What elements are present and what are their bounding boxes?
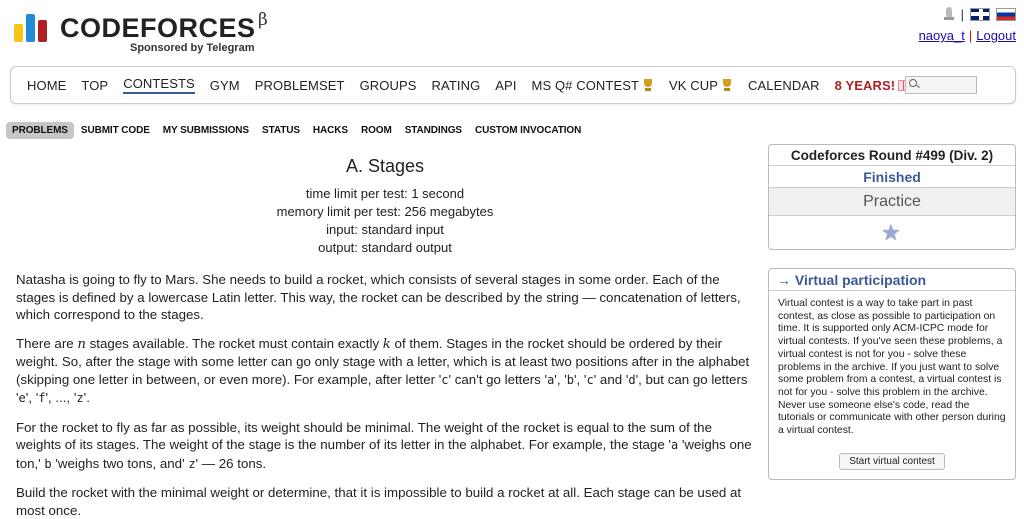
statement-paragraph-4: Build the rocket with the minimal weight or determine, that it is impossible to build a rocket at all. Each stage can be used at most once.	[16, 485, 742, 518]
math-var-k: k	[382, 336, 391, 352]
cup-icon	[721, 79, 733, 92]
menu-item-api[interactable]: API	[495, 77, 517, 93]
site-header	[0, 0, 1024, 62]
practice-label: Practice	[769, 188, 1015, 216]
virtual-participation-title: → Virtual participation	[769, 269, 1015, 291]
menu-item-label: MS Q# CONTEST	[531, 77, 640, 93]
menu-item-groups[interactable]: GROUPS	[359, 77, 417, 93]
russia-flag-icon[interactable]	[996, 8, 1016, 21]
contest-submenu	[6, 121, 588, 139]
start-virtual-contest-button[interactable]: Start virtual contest	[839, 453, 945, 470]
cup-icon	[642, 79, 654, 92]
tab-room[interactable]: ROOM	[360, 124, 392, 136]
time-limit: time limit per test: 1 second	[305, 186, 465, 201]
problem-title: A. Stages	[345, 156, 425, 176]
lamp-icon[interactable]	[943, 7, 955, 21]
virtual-participation-box	[768, 268, 1016, 480]
user-area	[886, 6, 1016, 46]
star-icon[interactable]: ★	[881, 220, 901, 245]
logo-bars-icon	[14, 14, 54, 42]
menu-item-top[interactable]: TOP	[81, 77, 109, 93]
menu-item-label: 8 YEARS!	[834, 77, 896, 93]
tab-custom-invocation[interactable]: CUSTOM INVOCATION	[474, 124, 582, 136]
input-spec: input: standard input	[326, 222, 444, 237]
memory-limit: memory limit per test: 256 megabytes	[276, 204, 494, 219]
main-menu	[10, 66, 1016, 104]
favourite-area	[769, 216, 1015, 249]
search-icon	[909, 79, 919, 89]
menu-item-vk-cup[interactable]	[669, 78, 733, 93]
virtual-participation-text: Virtual contest is a way to take part in past contest, as close as possible to participation on time. It is supported only ACM-ICPC mode for virtual contests. If you've seen these problems, a virtual contest is not for you - solve these problems in the archive. If you just want to solve some problem from a contest, a virtual contest is not for you - solve this problem in the archive. Never use someone else's code, read the tutorials or communicate with other person during a virtual contest.	[778, 298, 1006, 437]
tab-submit-code[interactable]: SUBMIT CODE	[80, 124, 150, 136]
logout-link[interactable]: Logout	[976, 28, 1016, 43]
menu-item-gym[interactable]: GYM	[209, 77, 240, 93]
tab-my-submissions[interactable]: MY SUBMISSIONS	[162, 124, 249, 136]
sponsor-text: Sponsored by Telegram	[130, 42, 255, 54]
contest-status: Finished	[769, 166, 1015, 188]
separator: |	[960, 6, 964, 22]
contest-info-box	[768, 144, 1016, 250]
menu-item-home[interactable]: HOME	[27, 77, 67, 93]
statement-paragraph-3: For the rocket to fly as far as possible, its weight should be minimal. The weight of the rocket is equal to the sum of the weights of its stages. The weight of the stage is the number of its letter in the alphabet. For example, the stage 'a 'weighs one ton,' b 'weighs two tons, and' z' — 26 tons.	[16, 419, 752, 471]
statement-paragraph-1: Natasha is going to fly to Mars. She needs to build a rocket, which consists of several stages in some order. Each of the stages is defined by a lowercase Latin letter. This way, the rocket can be described by the string — concatenation of letters, which correspond to the stages.	[16, 272, 741, 322]
math-var-n: n	[77, 336, 86, 352]
statement-paragraph-2: There are n stages available. The rocket must contain exactly k of them. Stages in the rocket should be ordered by their weight. So, after the stage with some letter can go only stage with a letter, which is at least two positions after in the alphabet (skipping one letter in between, or even more). For example, after letter 'c' can't go letters 'a', 'b', 'c' and 'd', but can go letters 'e', 'f', ..., 'z'.	[16, 335, 750, 405]
tab-status[interactable]: STATUS	[262, 124, 300, 136]
codeforces-logo[interactable]	[14, 10, 274, 56]
logo-beta: β	[258, 10, 268, 30]
logo-text: CODEFORCES	[60, 13, 256, 43]
tab-problems[interactable]: PROBLEMS	[6, 122, 74, 139]
separator: |	[968, 28, 973, 43]
menu-item-rating[interactable]: RATING	[431, 77, 481, 93]
problem-statement	[16, 156, 754, 519]
uk-flag-icon[interactable]	[970, 8, 990, 21]
search-input[interactable]	[905, 76, 977, 94]
menu-item-ms-contest[interactable]	[532, 78, 654, 93]
menu-item-calendar[interactable]: CALENDAR	[748, 77, 820, 93]
user-link[interactable]: naoya_t	[918, 28, 965, 43]
tab-hacks[interactable]: HACKS	[312, 124, 348, 136]
menu-item-contests[interactable]: CONTESTS	[123, 76, 195, 94]
contest-name-link[interactable]: Codeforces Round #499 (Div. 2)	[769, 145, 1015, 166]
menu-item-problemset[interactable]: PROBLEMSET	[254, 77, 345, 93]
menu-item-label: VK CUP	[669, 77, 719, 93]
output-spec: output: standard output	[318, 240, 452, 255]
menu-item-8-years[interactable]	[835, 78, 910, 93]
tab-standings[interactable]: STANDINGS	[404, 124, 462, 136]
